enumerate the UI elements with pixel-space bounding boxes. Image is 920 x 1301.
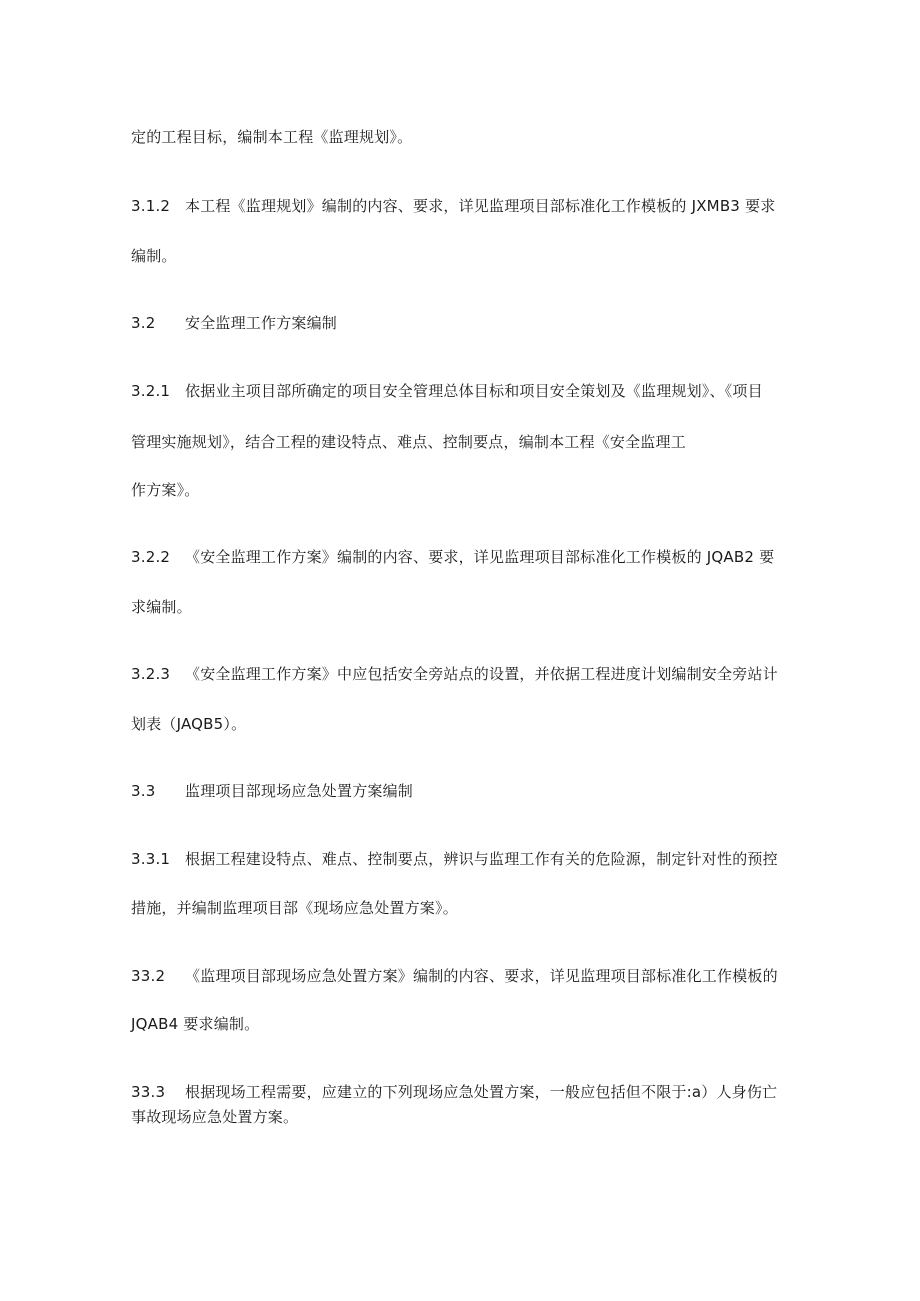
- paragraph-line: [131, 714, 246, 734]
- line-text: 《监理项目部现场应急处置方案》编制的内容、要求，详见监理项目部标准化工作模板的: [185, 967, 778, 985]
- section-number: 33.2: [131, 967, 166, 985]
- line-text: 本工程《监理规划》编制的内容、要求，详见监理项目部标准化工作模板的 JXMB3 要求: [185, 197, 776, 215]
- section-title: 安全监理工作方案编制: [185, 314, 338, 332]
- paragraph-line: [131, 480, 200, 500]
- line-text: 管理实施规划》，结合工程的建设特点、难点、控制要点，编制本工程《安全监理工: [131, 433, 686, 451]
- section-number: 3.2.1: [131, 382, 171, 400]
- paragraph-line: [131, 127, 412, 147]
- section-number: 3.2.3: [131, 665, 171, 683]
- line-text: 编制。: [131, 247, 177, 265]
- line-text: 依据业主项目部所确定的项目安全管理总体目标和项目安全策划及《监理规划》、《项目: [185, 382, 763, 400]
- section-number: 33.3: [131, 1083, 166, 1101]
- section-3-2-heading: [131, 313, 337, 333]
- line-text: 事故现场应急处置方案。: [131, 1108, 299, 1126]
- section-3-2-3: [131, 664, 778, 684]
- section-number: 3.2.2: [131, 548, 171, 566]
- line-text: 《安全监理工作方案》中应包括安全旁站点的设置，并依据工程进度计划编制安全旁站计: [185, 665, 778, 683]
- section-3-3-1: [131, 849, 778, 869]
- line-text: 根据工程建设特点、难点、控制要点，辨识与监理工作有关的危险源，制定针对性的预控: [185, 850, 778, 868]
- line-text: 定的工程目标，编制本工程《监理规划》。: [131, 128, 413, 146]
- paragraph-line: [131, 1107, 298, 1127]
- section-title: 监理项目部现场应急处置方案编制: [185, 782, 414, 800]
- line-text: 划表（JAQB5）。: [131, 715, 247, 733]
- paragraph-line: [131, 597, 192, 617]
- paragraph-line: [131, 432, 686, 452]
- line-text: JQAB4 要求编制。: [131, 1015, 260, 1033]
- section-number: 3.2: [131, 314, 156, 332]
- line-text: 作方案》。: [131, 481, 200, 499]
- section-3-2-2: [131, 547, 774, 567]
- line-text: 措施，并编制监理项目部《现场应急处置方案》。: [131, 899, 458, 917]
- section-3-1-2: [131, 196, 775, 216]
- section-number: 3.3: [131, 782, 156, 800]
- section-number: 3.1.2: [131, 197, 171, 215]
- paragraph-line: [131, 246, 177, 266]
- section-3-3-heading: [131, 781, 413, 801]
- section-3-3-2: [131, 966, 778, 986]
- paragraph-line: [131, 898, 458, 918]
- line-text: 《安全监理工作方案》编制的内容、要求，详见监理项目部标准化工作模板的 JQAB2 要: [185, 548, 775, 566]
- line-text: 根据现场工程需要，应建立的下列现场应急处置方案，一般应包括但不限于:a）人身伤亡: [185, 1083, 778, 1101]
- section-3-3-3: [131, 1082, 777, 1102]
- line-text: 求编制。: [131, 598, 192, 616]
- section-number: 3.3.1: [131, 850, 171, 868]
- section-3-2-1: [131, 381, 763, 401]
- paragraph-line: [131, 1014, 259, 1034]
